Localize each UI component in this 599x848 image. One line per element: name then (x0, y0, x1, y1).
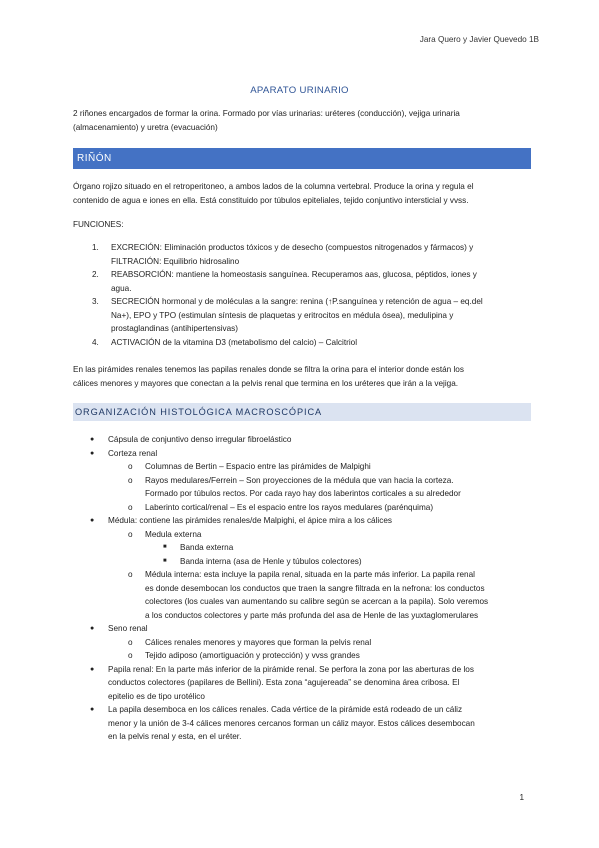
intro-line: 2 riñones encargados de formar la orina. Formado por vías urinarias: uréteres (conducción), vejiga urinaria (73, 109, 460, 118)
funcion-line: SECRECIÓN hormonal y de moléculas a la sangre: renina (↑P.sanguínea y retención de agua – eq.del (111, 297, 483, 306)
bullet-icon: ● (90, 449, 95, 457)
bullet-icon: ● (90, 517, 95, 524)
histo-line: La papila desemboca en los cálices renales. Cada vértice de la pirámide está rodeado de un cáliz (108, 705, 463, 714)
bullet-icon: ■ (163, 544, 167, 550)
subsection-heading-histologia: ORGANIZACIÓN HISTOLÓGICA MACROSCÓPICA (73, 403, 531, 421)
histo-item-level-1 (73, 663, 531, 704)
list-number: 3. (92, 297, 99, 306)
bullet-icon: ● (90, 625, 95, 632)
funcion-item (73, 336, 531, 350)
list-number: 2. (92, 270, 99, 279)
organo-line: Órgano rojizo situado en el retroperitoneo, a ambos lados de la columna vertebral. Produce la orina y regula el (73, 182, 474, 191)
histo-item-level-3 (73, 541, 531, 555)
piramides-line: En las pirámides renales tenemos las papilas renales donde se filtra la orina para el interior donde están los (73, 365, 464, 374)
header-author: Jara Quero y Javier Quevedo 1B (419, 35, 539, 44)
histo-line: Tejido adiposo (amortiguación y protección) y vvss grandes (145, 651, 360, 660)
histo-line: Rayos medulares/Ferrein – Son proyecciones de la médula que van hacia la corteza. (145, 475, 454, 485)
histo-line: menor y la unión de 3-4 cálices menores cercanos forman un cáliz mayor. Estos cálices desembocan (108, 718, 475, 728)
histo-line: Cálices renales menores y mayores que forman la pelvis renal (145, 637, 372, 647)
histo-item-level-2 (73, 474, 531, 501)
bullet-icon: ● (90, 665, 95, 673)
bullet-icon: o (128, 502, 133, 512)
histo-line: Papila renal: En la parte más inferior de la pirámide renal. Se perfora la zona por las aberturas de los (108, 664, 474, 674)
histo-item-level-1 (73, 703, 531, 744)
bullet-icon: o (128, 475, 133, 485)
funcion-line: REABSORCIÓN: mantiene la homeostasis sanguínea. Recuperamos aas, glucosa, péptidos, iones y (111, 270, 477, 279)
intro-paragraph (73, 107, 531, 134)
funcion-item (73, 295, 531, 336)
page-number: 1 (519, 793, 524, 802)
piramides-line: cálices menores y mayores que conectan a la pelvis renal que termina en los uréteres que irán a la vejiga. (73, 378, 459, 388)
section-heading-rinon: RIÑÓN (73, 148, 531, 169)
document-title: APARATO URINARIO (250, 85, 349, 96)
funcion-line: agua. (111, 283, 132, 293)
organo-line: contenido de agua e iones en ella. Está constituido por túbulos epiteliales, tejido conjuntivo intersticial y vvss. (73, 195, 469, 205)
histo-item-level-2 (73, 501, 531, 515)
organo-paragraph (73, 180, 531, 207)
histo-line: Medula externa (145, 529, 202, 539)
histo-line: Corteza renal (108, 448, 158, 458)
histo-line: Banda externa (180, 543, 234, 552)
histo-item-level-2 (73, 528, 531, 542)
funcion-line: ACTIVACIÓN de la vitamina D3 (metabolismo del calcio) – Calcitriol (111, 337, 358, 347)
list-number: 4. (92, 337, 99, 347)
histo-item-level-1 (73, 447, 531, 461)
histo-line: es donde desembocan los conductos que traen la sangre filtrada en la nefrona: los conductos (145, 583, 485, 593)
bullet-icon: ● (90, 436, 95, 443)
funcion-line: EXCRECIÓN: Eliminación productos tóxicos y de desecho (compuestos nitrogenados y fármacos) y (111, 243, 474, 252)
histo-line: Médula: contiene las pirámides renales/de Malpighi, el ápice mira a los cálices (108, 516, 392, 525)
piramides-paragraph (73, 363, 531, 390)
bullet-icon: o (128, 651, 133, 660)
funcion-item (73, 268, 531, 295)
bullet-icon: o (128, 637, 133, 647)
funcion-line: Na+), EPO y TPO (estimulan síntesis de plaquetas y eritrocitos en médula ósea), medulipina y (111, 310, 454, 320)
histo-line: Columnas de Bertin – Espacio entre las pirámides de Malpighi (145, 462, 371, 471)
histo-line: Seno renal (108, 624, 148, 633)
funcion-line: prostaglandinas (antihipertensivas) (111, 324, 238, 333)
bullet-icon: ● (90, 706, 95, 713)
histo-line: colectores (los cuales van aumentando su calibre según se acercan a la papila). Solo veremos (145, 597, 489, 606)
bullet-icon: o (128, 529, 133, 539)
histo-line: Laberinto cortical/renal – Es el espacio entre los rayos medulares (parénquima) (145, 502, 434, 512)
bullet-icon: o (128, 462, 133, 471)
funcion-line: FILTRACIÓN: Equilibrio hidrosalino (111, 256, 240, 266)
funciones-label: FUNCIONES: (73, 220, 124, 229)
histo-item-level-1 (73, 433, 531, 447)
histo-line: epitelio es de tipo urotélico (108, 691, 205, 701)
histo-line: Formado por túbulos rectos. Por cada rayo hay dos laberintos corticales a su alrededor (145, 489, 461, 498)
histo-line: Médula interna: esta incluye la papila renal, situada en la parte más inferior. La papila renal (145, 570, 475, 579)
histo-line: a los conductos colectores y parte más profunda del asa de Henle de las yuxtaglomerulares (145, 610, 479, 620)
histo-line: en la pelvis renal y esta, en el uréter. (108, 732, 242, 741)
histo-item-level-1 (73, 622, 531, 636)
histo-item-level-2 (73, 649, 531, 663)
intro-line: (almacenamiento) y uretra (evacuación) (73, 122, 218, 132)
bullet-icon: o (128, 570, 133, 579)
bullet-icon: ■ (163, 557, 167, 564)
list-number: 1. (92, 243, 99, 252)
histo-item-level-1 (73, 514, 531, 528)
histo-item-level-2 (73, 460, 531, 474)
histo-line: conductos colectores (papilares de Bellini). Esta zona “agujereada” se denomina área cribosa. El (108, 678, 460, 687)
funcion-item (73, 241, 531, 268)
histo-item-level-3 (73, 555, 531, 569)
funciones-list (73, 241, 531, 349)
histo-item-level-2 (73, 636, 531, 650)
histo-line: Cápsula de conjuntivo denso irregular fibroelástico (108, 435, 292, 444)
histo-item-level-2 (73, 568, 531, 622)
histo-line: Banda interna (asa de Henle y túbulos colectores) (180, 556, 362, 566)
histologia-list (73, 433, 531, 744)
